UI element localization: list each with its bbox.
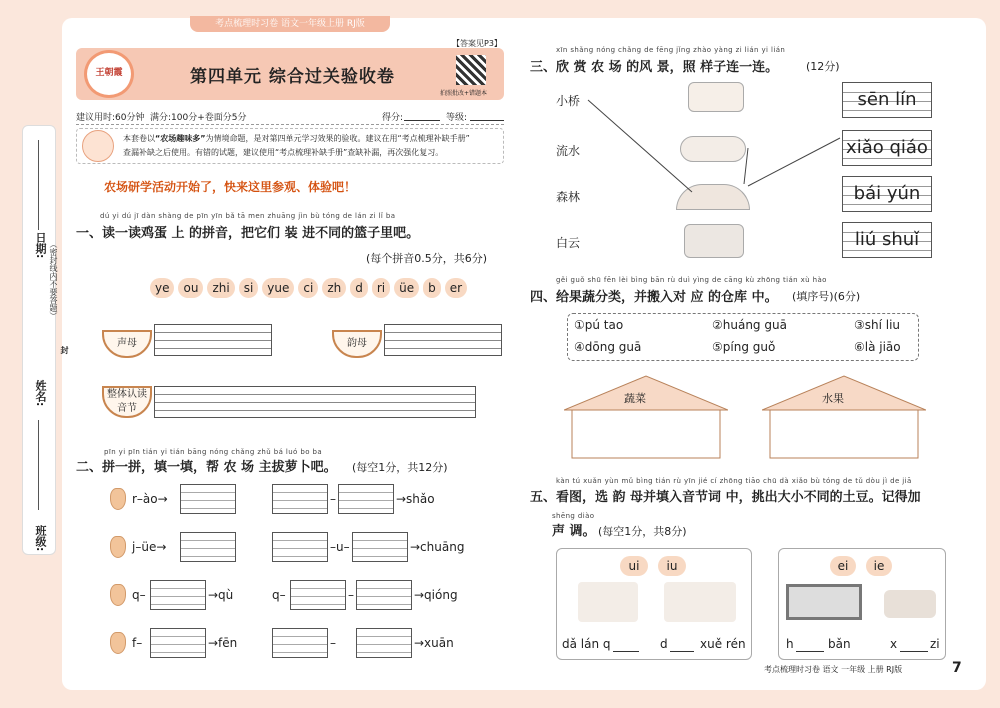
- basket-zhengti: 整体认读音节: [102, 386, 152, 418]
- class-label: 班级:: [34, 525, 47, 552]
- q3-score: (12分): [806, 60, 840, 73]
- word-xiaoqiao: 小桥: [556, 94, 581, 108]
- option-1[interactable]: ①pú tao: [574, 318, 624, 332]
- word-h: h: [786, 637, 794, 651]
- option-5[interactable]: ⑤píng guǒ: [712, 340, 776, 354]
- q2-score: (每空1分，共12分): [352, 461, 448, 474]
- q2-left-4: f–: [132, 636, 143, 650]
- word-zi: zi: [930, 637, 940, 651]
- connect-line-2: [744, 132, 844, 192]
- theme-line: 农场研学活动开始了，快来这里参观、体验吧！: [104, 180, 357, 194]
- option-4[interactable]: ④dōng guā: [574, 340, 642, 354]
- blank-line[interactable]: [670, 651, 694, 652]
- q5-pinyin-2: shēng diào: [552, 512, 595, 520]
- q2-box[interactable]: [272, 532, 328, 562]
- q2-left-1: r–ào→: [132, 492, 168, 506]
- zhengti-lines[interactable]: [154, 386, 476, 418]
- opt-ui[interactable]: ui: [620, 556, 648, 576]
- score-label: 满分:100分+卷面分5分: [150, 113, 247, 123]
- seal-mark: 封: [60, 346, 69, 354]
- got-line[interactable]: [404, 120, 440, 121]
- brand-logo: 王朝霞: [84, 50, 134, 98]
- egg[interactable]: üe: [394, 278, 419, 298]
- q2-box[interactable]: [150, 628, 206, 658]
- q2-mid-4: –: [330, 636, 336, 650]
- intro-p1a: 本套卷以: [123, 134, 155, 143]
- intro-box: [76, 128, 504, 164]
- egg[interactable]: d: [350, 278, 368, 298]
- blank-line[interactable]: [900, 651, 928, 652]
- time-label: 建议用时:60分钟: [76, 113, 145, 123]
- q1-score: (每个拼音0.5分，共6分): [366, 252, 488, 265]
- q2-left-end-4: →fēn: [208, 636, 238, 650]
- blank-line[interactable]: [613, 651, 639, 652]
- q2-right-3: →qióng: [414, 588, 458, 602]
- opt-ie[interactable]: ie: [866, 556, 892, 576]
- option-2[interactable]: ②huáng guā: [712, 318, 787, 332]
- q4-pinyin: gěi guǒ shū fēn lèi bìng bān rù duì yìng de cāng kù zhōng tián xù hào: [556, 276, 827, 284]
- footer-text: 考点梳理时习卷 语文 一年级 上册 RJ版: [764, 665, 903, 674]
- egg[interactable]: zh: [322, 278, 346, 298]
- q3-text: 三、欣 赏 农 场 的风 景，照 样子连一连。: [530, 60, 779, 75]
- name-label: 姓名:: [34, 380, 47, 407]
- q2-box[interactable]: [356, 628, 412, 658]
- q1-text: 一、读一读鸡蛋 上 的拼音，把它们 装 进不同的篮子里吧。: [76, 226, 420, 241]
- snowman-picture: [664, 582, 736, 622]
- q3-pinyin: xīn shǎng nóng chǎng de fēng jǐng zhào yàng zi lián yi lián: [556, 46, 786, 54]
- connect-lines: [580, 96, 760, 196]
- q5-text: 五、看图，选 韵 母并填入音节词 中，挑出大小不同的土豆。记得加: [530, 490, 921, 505]
- q2-left-end-3: →qù: [208, 588, 234, 602]
- q2-left-2: j–üe→: [132, 540, 167, 554]
- q2-box[interactable]: [290, 580, 346, 610]
- got-label: 得分:: [382, 113, 404, 123]
- q5-text-2: 声 调。: [552, 524, 596, 539]
- binding-margin: [22, 125, 56, 555]
- pinyin-xiaoqiao[interactable]: xiǎo qiáo: [842, 130, 932, 166]
- blackboard-picture: [786, 584, 862, 620]
- blank-line[interactable]: [796, 651, 824, 652]
- date-label: 日期:: [34, 232, 47, 259]
- page-number: 7: [952, 660, 962, 676]
- intro-p1c: 为情境命题，是对第四单元学习效果的验收。建议在用“考点梳理补缺手册”: [205, 134, 470, 143]
- level-label: 等级:: [446, 113, 468, 123]
- q2-box[interactable]: [272, 628, 328, 658]
- q2-box[interactable]: [352, 532, 408, 562]
- word-senlin: 森林: [556, 190, 581, 204]
- qr-caption: 拍照批改+错题本: [440, 90, 488, 97]
- word-x: x: [890, 637, 898, 651]
- q2-box[interactable]: [272, 484, 328, 514]
- pinyin-liushui[interactable]: liú shuǐ: [842, 222, 932, 258]
- warehouse-fruit-label: 水果: [822, 392, 844, 405]
- shengmu-lines[interactable]: [154, 324, 272, 356]
- divider: [76, 124, 504, 125]
- q2-box[interactable]: [356, 580, 412, 610]
- q2-box[interactable]: [150, 580, 206, 610]
- q2-mid-1: –: [330, 492, 336, 506]
- egg[interactable]: ou: [178, 278, 203, 298]
- top-banner: 考点梳理时习卷 语文一年级上册 RJ版: [190, 16, 390, 32]
- opt-ei[interactable]: ei: [830, 556, 856, 576]
- pinyin-senlin[interactable]: sēn lín: [842, 82, 932, 118]
- pinyin-baiyun[interactable]: bái yún: [842, 176, 932, 212]
- egg[interactable]: yue: [262, 278, 294, 298]
- word-baiyun: 白云: [556, 236, 581, 250]
- word-dalanq: dǎ lán q: [562, 637, 611, 651]
- word-liushui: 流水: [556, 144, 581, 158]
- basketball-picture: [578, 582, 638, 622]
- carrot-icon: [110, 584, 126, 606]
- intro-p1b: “农场趣味多”: [155, 134, 206, 143]
- basket-yunmu: 韵母: [332, 330, 382, 358]
- egg[interactable]: ci: [298, 278, 318, 298]
- q2-pinyin: pīn yi pīn tián yi tián bāng nóng chǎng zhǔ bá luó bo ba: [104, 448, 323, 456]
- carrot-icon: [110, 488, 126, 510]
- intro-p2: 查漏补缺之后使用。有错的试题，建议使用“考点梳理补缺手册”查缺补漏，再次强化复习。: [123, 148, 444, 157]
- q2-right-2: →chuāng: [410, 540, 465, 554]
- warehouse-fruit: [762, 374, 926, 460]
- page-title: 第四单元 综合过关验收卷: [190, 67, 395, 87]
- egg[interactable]: ri: [372, 278, 390, 298]
- warehouse-veg: [564, 374, 728, 460]
- egg[interactable]: zhi: [207, 278, 234, 298]
- q2-right-1: →shǎo: [396, 492, 435, 506]
- egg[interactable]: er: [445, 278, 467, 298]
- q2-text: 二、拼一拼，填一填，帮 农 场 主拔萝卜吧。: [76, 460, 337, 475]
- word-d: d: [660, 637, 668, 651]
- qr-code-icon[interactable]: [456, 55, 486, 85]
- q2-box[interactable]: [180, 532, 236, 562]
- shoes-picture: [884, 590, 936, 618]
- q2-left-3: q–: [132, 588, 146, 602]
- stream-picture: [684, 224, 744, 258]
- q2-mid-2: –u–: [330, 540, 350, 554]
- q5-score: (每空1分，共8分): [598, 525, 687, 538]
- q2-box[interactable]: [338, 484, 394, 514]
- word-xueren: xuě rén: [700, 637, 746, 651]
- q4-tail: (填序号)(6分): [792, 290, 861, 303]
- egg[interactable]: si: [239, 278, 259, 298]
- answer-ref: 【答案见P3】: [452, 39, 502, 48]
- opt-iu[interactable]: iu: [658, 556, 686, 576]
- option-6[interactable]: ⑥là jiāo: [854, 340, 901, 354]
- warehouse-veg-label: 蔬菜: [624, 392, 646, 405]
- option-3[interactable]: ③shí liu: [854, 318, 901, 332]
- seal-note: （密封线内不要答题）: [49, 240, 58, 320]
- q4-text: 四、给果蔬分类，并搬入对 应 的仓库 中。: [530, 290, 778, 305]
- carrot-icon: [110, 632, 126, 654]
- name-line: [38, 420, 39, 510]
- q1-pinyin: dú yi dú jī dàn shàng de pīn yīn bǎ tā men zhuāng jìn bù tóng de lán zi lǐ ba: [100, 212, 396, 220]
- mascot-icon: [82, 130, 114, 162]
- egg[interactable]: ye: [150, 278, 174, 298]
- q2-right-4: →xuān: [414, 636, 454, 650]
- egg[interactable]: b: [423, 278, 441, 298]
- basket-shengmu: 声母: [102, 330, 152, 358]
- date-line: [38, 140, 39, 230]
- word-ban: bǎn: [828, 637, 851, 651]
- egg-row: [150, 278, 467, 298]
- yunmu-lines[interactable]: [384, 324, 502, 356]
- q5-pinyin: kàn tú xuǎn yùn mǔ bìng tián rù yīn jié cí zhōng tiāo chū dà xiǎo bù tóng de tǔ dòu jì de jiā: [556, 477, 912, 485]
- q2-box[interactable]: [180, 484, 236, 514]
- carrot-icon: [110, 536, 126, 558]
- level-line[interactable]: [470, 120, 504, 121]
- q2-mid-3: –: [348, 588, 354, 602]
